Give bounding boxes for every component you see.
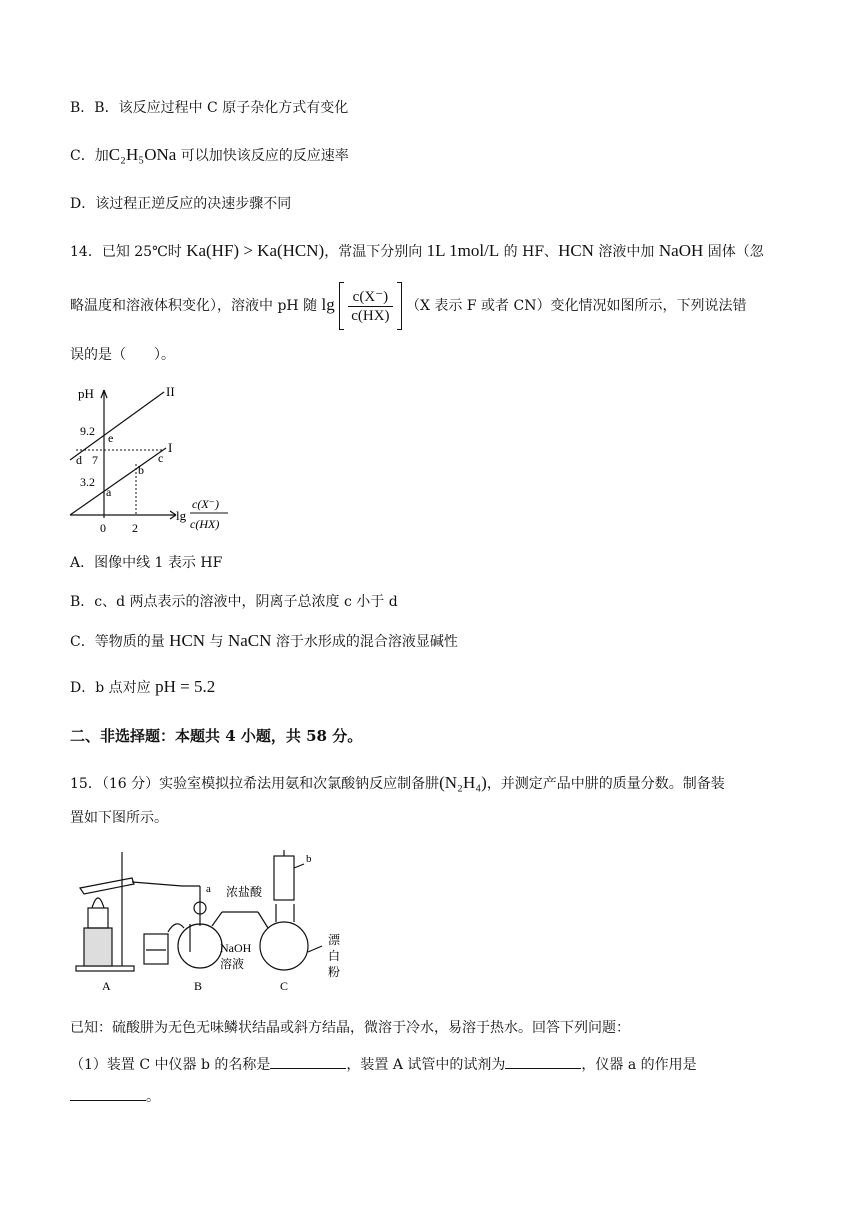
q15-stem-line1: 15．（16 分）实验室模拟拉希法用氨和次氯酸钠反应制备肼(N₂H₄)，并测定产品中肼的质量分数。制备装 bbox=[70, 773, 725, 792]
q13-option-d: D．该过程正逆反应的决速步骤不同 bbox=[70, 196, 292, 212]
q15-known: 已知：硫酸肼为无色无味鳞状结晶或斜方结晶，微溶于冷水，易溶于热水。回答下列问题： bbox=[70, 1020, 630, 1036]
graph-x-label-lg: lg bbox=[176, 508, 187, 523]
q14-stem-line2: 略温度和溶液体积变化），溶液中 pH 随 lg $\frac{c(X^-)}{c(HX)}$ （X 表示 F 或者 CN）变化情况如图所示，下列说法错 bbox=[70, 282, 746, 330]
graph-point-e: e bbox=[108, 431, 114, 445]
q15-stem-line2: 置如下图所示。 bbox=[70, 810, 168, 826]
apparatus-bleach-2: 白 bbox=[328, 949, 341, 963]
formula-c2h5ona: C₂H₅ONa bbox=[108, 145, 177, 164]
q15-part1-cont: 。 bbox=[70, 1086, 160, 1108]
q14-stem-line3: 误的是（ ）。 bbox=[70, 347, 175, 363]
section-heading: 二、非选择题：本题共 4 小题，共 58 分。 bbox=[70, 727, 363, 745]
graph-x-label-num: c(X⁻) bbox=[192, 497, 219, 511]
q13-option-b: B．B．该反应过程中 C 原子杂化方式有变化 bbox=[70, 100, 349, 116]
q14-option-d: D．b 点对应 pH = 5.2 bbox=[70, 677, 216, 696]
graph-tick-9-2: 9.2 bbox=[80, 424, 95, 438]
graph-tick-7: 7 bbox=[92, 453, 98, 467]
apparatus-hcl: 浓盐酸 bbox=[226, 885, 263, 899]
graph-point-b: b bbox=[138, 463, 144, 477]
graph-y-label: pH bbox=[78, 386, 94, 401]
graph-point-d: d bbox=[76, 453, 82, 467]
apparatus-label-b: B bbox=[194, 979, 203, 993]
q14-option-a: A．图像中线 1 表示 HF bbox=[70, 555, 223, 571]
graph-label-i: I bbox=[168, 440, 173, 455]
graph-tick-3-2: 3.2 bbox=[80, 475, 95, 489]
apparatus-b: b bbox=[306, 853, 312, 865]
apparatus-diagram bbox=[72, 848, 362, 998]
q15-part1: （1）装置 C 中仪器 b 的名称是 ，装置 A 试管中的试剂为 ，仪器 a 的作用是 bbox=[70, 1054, 697, 1076]
answer-blank-1[interactable] bbox=[270, 1054, 346, 1069]
apparatus-solution: 溶液 bbox=[220, 957, 245, 971]
graph-tick-x-2: 2 bbox=[132, 521, 138, 535]
apparatus-naoh: NaOH bbox=[220, 941, 252, 955]
q13-option-c: C．加C₂H₅ONa 可以加快该反应的反应速率 bbox=[70, 145, 349, 164]
graph-x-label-den: c(HX) bbox=[190, 517, 220, 531]
apparatus-bleach-1: 漂 bbox=[328, 933, 341, 947]
answer-blank-3[interactable] bbox=[70, 1086, 146, 1101]
graph-point-a: a bbox=[106, 485, 112, 499]
lg-ratio-bracket: $\frac{c(X^-)}{c(HX)}$ bbox=[339, 282, 401, 330]
apparatus-label-a: A bbox=[102, 979, 111, 993]
q14-option-c: C．等物质的量 HCN 与 NaCN 溶于水形成的混合溶液显碱性 bbox=[70, 631, 458, 650]
q14-stem-line1: 14．已知 25℃时 Ka(HF) > Ka(HCN)，常温下分别向 1L 1mol/L 的 HF、HCN 溶液中加 NaOH 固体（忽 bbox=[70, 241, 764, 260]
graph-tick-x-0: 0 bbox=[100, 521, 106, 535]
graph-point-c: c bbox=[158, 451, 164, 465]
apparatus-bleach-3: 粉 bbox=[328, 965, 341, 979]
apparatus-label-c: C bbox=[280, 979, 289, 993]
answer-blank-2[interactable] bbox=[505, 1054, 581, 1069]
q14-option-b: B．c、d 两点表示的溶液中，阴离子总浓度 c 小于 d bbox=[70, 594, 398, 610]
graph-label-ii: II bbox=[166, 384, 175, 399]
ph-graph bbox=[68, 380, 238, 540]
apparatus-a: a bbox=[206, 883, 211, 895]
